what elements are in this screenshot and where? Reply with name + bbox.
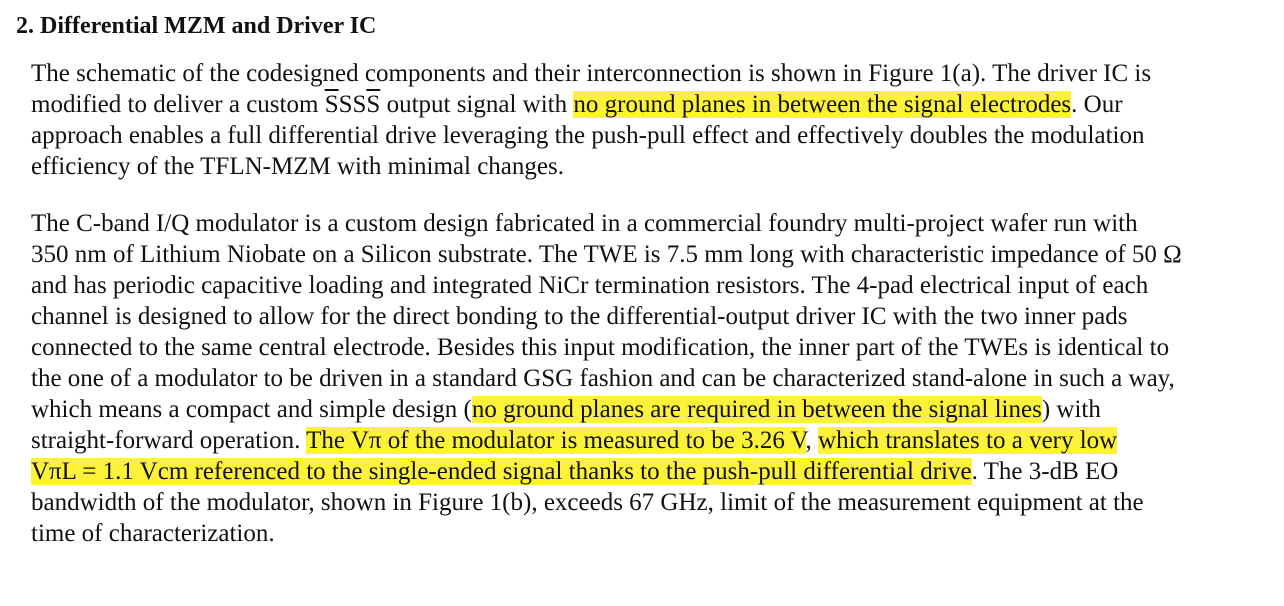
signal-symbol: SS [338, 91, 367, 118]
paragraph-line: the one of a modulator to be driven in a standard GSG fashion and can be characterized stand-alone in such a way, [31, 365, 1175, 392]
paragraph-line: efficiency of the TFLN-MZM with minimal changes. [31, 153, 564, 180]
text-run: ) with [1041, 396, 1101, 423]
paragraph-line: channel is designed to allow for the direct bonding to the differential-output driver IC with the two inner pads [31, 303, 1128, 330]
paragraph-line: 350 nm of Lithium Niobate on a Silicon substrate. The TWE is 7.5 mm long with characteristic impedance of 50 Ω [31, 241, 1182, 268]
signal-symbol-overlined: $\overline{S}$ [324, 91, 339, 118]
section-heading: 2. Differential MZM and Driver IC [16, 13, 377, 39]
paragraph-line [31, 456, 1276, 487]
paragraph-1 [31, 58, 1276, 182]
paragraph-line [31, 394, 1276, 425]
paragraph-line: approach enables a full differential drive leveraging the push-pull effect and effectively doubles the modulation [31, 122, 1145, 149]
paragraph-2 [31, 208, 1276, 549]
text-run: which means a compact and simple design ( [31, 396, 472, 423]
highlighted-text: VπL = 1.1 Vcm referenced to the single-ended signal thanks to the push-pull differential drive [31, 458, 972, 485]
paragraph-line: connected to the same central electrode. Besides this input modification, the inner part of the TWEs is identical to [31, 334, 1170, 361]
paragraph-line: time of characterization. [31, 520, 275, 547]
highlighted-text: The Vπ of the modulator is measured to be 3.26 V [306, 427, 806, 454]
paragraph-line [31, 425, 1276, 456]
paragraph-line: bandwidth of the modulator, shown in Figure 1(b), exceeds 67 GHz, limit of the measurement equipment at the [31, 489, 1144, 516]
highlighted-text: no ground planes in between the signal electrodes [573, 91, 1072, 118]
text-run: . The 3-dB EO [971, 458, 1119, 485]
signal-symbol-overlined: $\overline{S}$ [366, 91, 381, 118]
paragraph-line: The C-band I/Q modulator is a custom design fabricated in a commercial foundry multi-project wafer run with [31, 210, 1138, 237]
highlighted-text: no ground planes are required in between the signal lines [471, 396, 1042, 423]
text-run: straight-forward operation. [31, 427, 307, 454]
text-run: output signal with [380, 91, 574, 118]
paragraph-line: and has periodic capacitive loading and integrated NiCr termination resistors. The 4-pad electrical input of each [31, 272, 1149, 299]
text-run: , [805, 427, 819, 454]
paragraph-line: The schematic of the codesigned components and their interconnection is shown in Figure 1(a). The driver IC is [31, 60, 1152, 87]
highlighted-text: which translates to a very low [818, 427, 1118, 454]
text-run: . Our [1071, 91, 1123, 118]
text-run: modified to deliver a custom [31, 91, 325, 118]
paragraph-line [31, 89, 1276, 120]
